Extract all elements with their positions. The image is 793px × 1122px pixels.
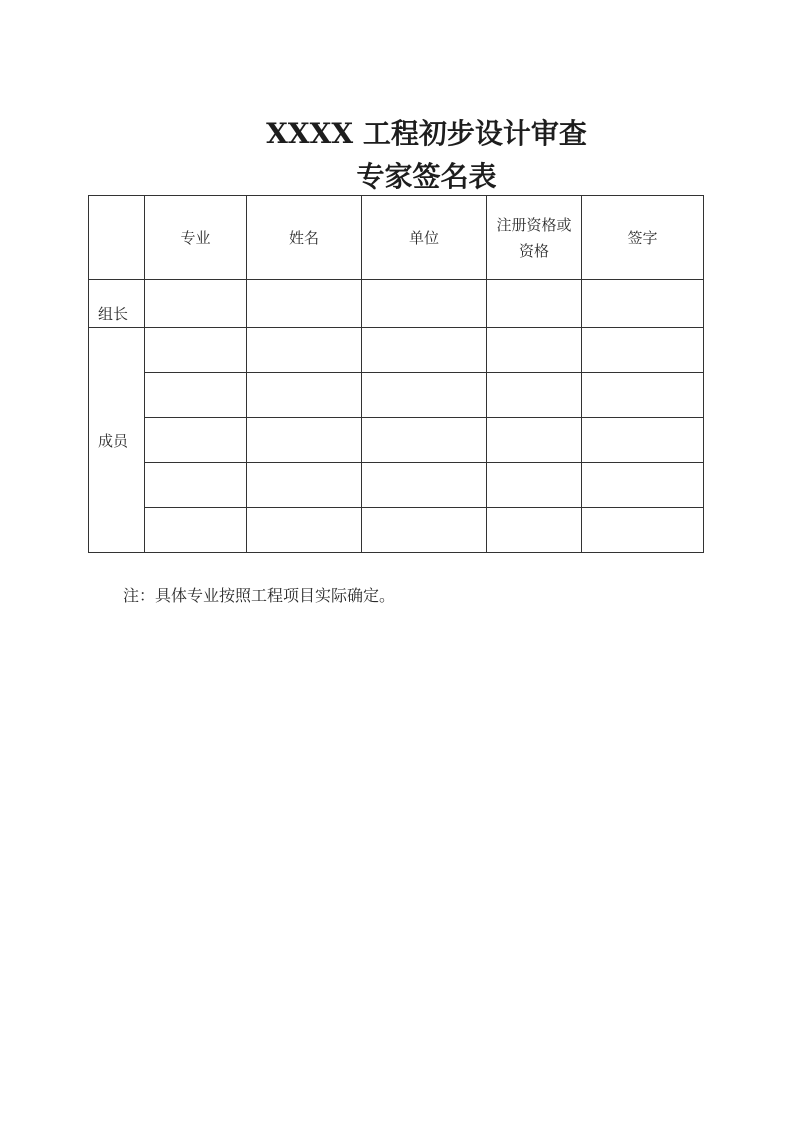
header-corner-cell	[89, 196, 145, 280]
table-row-member	[89, 508, 704, 553]
leader-organization-cell[interactable]	[362, 280, 487, 328]
member-name-cell[interactable]	[247, 373, 362, 418]
member-qualification-cell[interactable]	[487, 328, 582, 373]
member-signature-cell[interactable]	[582, 463, 704, 508]
role-label-members: 成员	[89, 328, 145, 553]
header-specialty: 专业	[145, 196, 247, 280]
member-name-cell[interactable]	[247, 508, 362, 553]
member-specialty-cell[interactable]	[145, 508, 247, 553]
leader-specialty-cell[interactable]	[145, 280, 247, 328]
member-organization-cell[interactable]	[362, 463, 487, 508]
header-organization: 单位	[362, 196, 487, 280]
member-qualification-cell[interactable]	[487, 418, 582, 463]
header-qualification: 注册资格或 资格	[487, 196, 582, 280]
document-title-line2: 专家签名表	[356, 160, 497, 193]
member-specialty-cell[interactable]	[145, 418, 247, 463]
leader-signature-cell[interactable]	[582, 280, 704, 328]
member-organization-cell[interactable]	[362, 328, 487, 373]
member-organization-cell[interactable]	[362, 373, 487, 418]
member-qualification-cell[interactable]	[487, 373, 582, 418]
member-signature-cell[interactable]	[582, 373, 704, 418]
table-row-member	[89, 418, 704, 463]
leader-name-cell[interactable]	[247, 280, 362, 328]
leader-qualification-cell[interactable]	[487, 280, 582, 328]
member-name-cell[interactable]	[247, 418, 362, 463]
table-row-member	[89, 463, 704, 508]
member-specialty-cell[interactable]	[145, 463, 247, 508]
role-label-leader: 组长	[89, 280, 145, 328]
table-row-member	[89, 373, 704, 418]
member-signature-cell[interactable]	[582, 418, 704, 463]
expert-signature-table	[88, 195, 704, 553]
member-organization-cell[interactable]	[362, 418, 487, 463]
member-specialty-cell[interactable]	[145, 328, 247, 373]
footnote: 注：具体专业按照工程项目实际确定。	[123, 586, 396, 605]
member-specialty-cell[interactable]	[145, 373, 247, 418]
member-signature-cell[interactable]	[582, 508, 704, 553]
member-name-cell[interactable]	[247, 328, 362, 373]
table-header-row	[89, 196, 704, 280]
member-qualification-cell[interactable]	[487, 508, 582, 553]
document-title-line1: XXXX 工程初步设计审查	[266, 117, 587, 150]
member-signature-cell[interactable]	[582, 328, 704, 373]
header-name: 姓名	[247, 196, 362, 280]
table-row-leader	[89, 280, 704, 328]
member-organization-cell[interactable]	[362, 508, 487, 553]
member-qualification-cell[interactable]	[487, 463, 582, 508]
member-name-cell[interactable]	[247, 463, 362, 508]
header-signature: 签字	[582, 196, 704, 280]
table-row-member	[89, 328, 704, 373]
